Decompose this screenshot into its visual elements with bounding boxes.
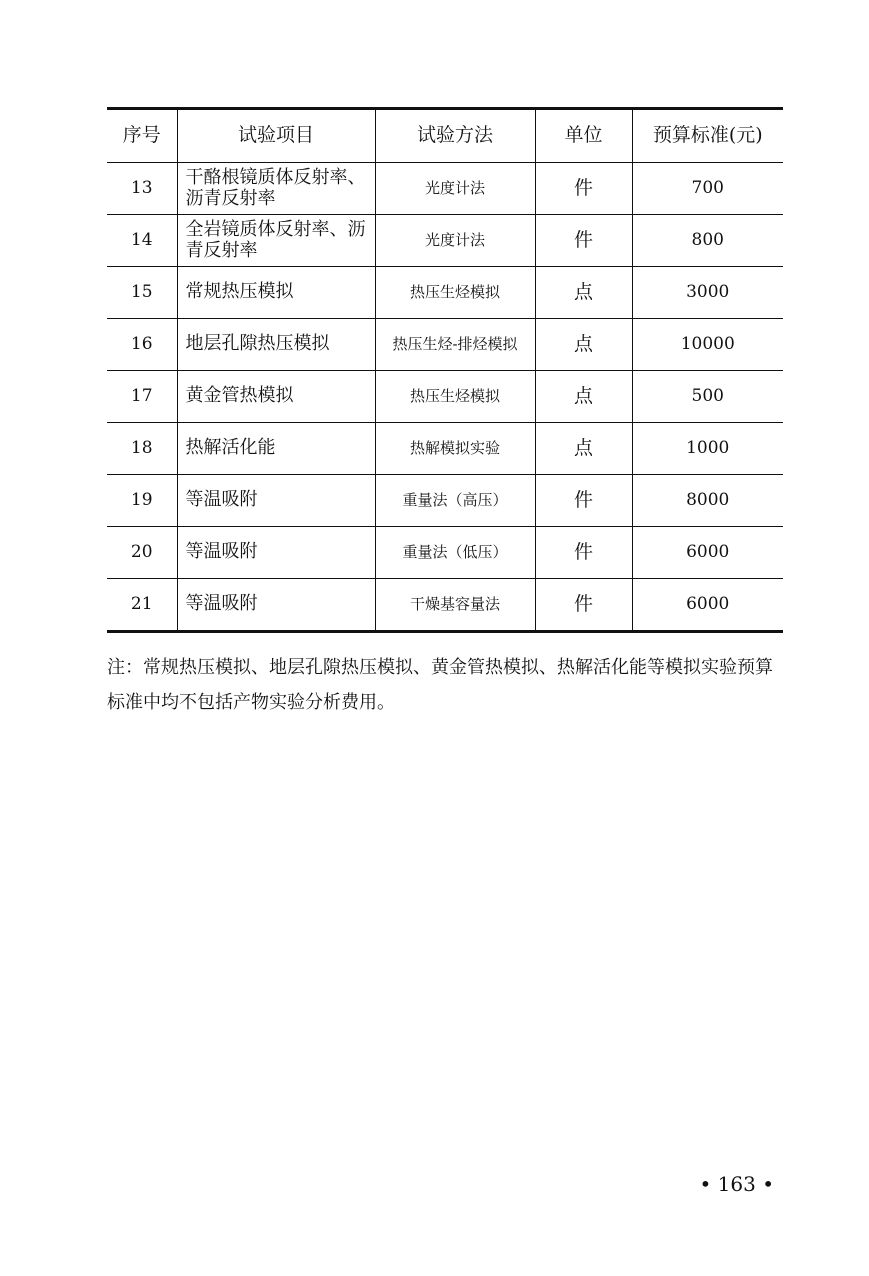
cell-serial-number: 13 [107, 163, 177, 215]
cell-unit: 件 [535, 475, 632, 527]
header-budget-standard: 预算标准(元) [632, 109, 783, 163]
cell-test-item: 全岩镜质体反射率、沥青反射率 [177, 215, 375, 267]
cell-budget: 1000 [632, 423, 783, 475]
cell-test-item: 等温吸附 [177, 527, 375, 579]
cell-test-method: 光度计法 [375, 215, 535, 267]
cell-budget: 8000 [632, 475, 783, 527]
cell-test-item: 干酪根镜质体反射率、沥青反射率 [177, 163, 375, 215]
cell-serial-number: 14 [107, 215, 177, 267]
header-serial-number: 序号 [107, 109, 177, 163]
cell-test-method: 热压生烃-排烃模拟 [375, 319, 535, 371]
cell-test-item: 黄金管热模拟 [177, 371, 375, 423]
cell-test-item: 地层孔隙热压模拟 [177, 319, 375, 371]
cell-test-method: 重量法（低压） [375, 527, 535, 579]
cell-serial-number: 18 [107, 423, 177, 475]
table-row [107, 319, 783, 371]
table-row [107, 527, 783, 579]
cell-budget: 800 [632, 215, 783, 267]
table-row [107, 423, 783, 475]
table-footnote: 注：常规热压模拟、地层孔隙热压模拟、黄金管热模拟、热解活化能等模拟实验预算标准中均不包括产物实验分析费用。 [107, 657, 773, 713]
header-unit: 单位 [535, 109, 632, 163]
cell-unit: 点 [535, 319, 632, 371]
cell-budget: 500 [632, 371, 783, 423]
header-test-method: 试验方法 [375, 109, 535, 163]
cell-test-method: 光度计法 [375, 163, 535, 215]
table-row [107, 163, 783, 215]
cell-serial-number: 21 [107, 579, 177, 632]
cell-budget: 6000 [632, 579, 783, 632]
cell-test-item: 常规热压模拟 [177, 267, 375, 319]
cell-budget: 6000 [632, 527, 783, 579]
cell-test-item: 热解活化能 [177, 423, 375, 475]
table-row [107, 371, 783, 423]
budget-table [107, 107, 783, 633]
cell-test-method: 重量法（高压） [375, 475, 535, 527]
cell-serial-number: 16 [107, 319, 177, 371]
cell-test-method: 热压生烃模拟 [375, 267, 535, 319]
cell-unit: 件 [535, 215, 632, 267]
table-row [107, 475, 783, 527]
cell-test-item: 等温吸附 [177, 475, 375, 527]
cell-budget: 3000 [632, 267, 783, 319]
cell-budget: 700 [632, 163, 783, 215]
header-test-item: 试验项目 [177, 109, 375, 163]
cell-serial-number: 19 [107, 475, 177, 527]
cell-test-item: 等温吸附 [177, 579, 375, 632]
table-row [107, 215, 783, 267]
table-row [107, 267, 783, 319]
cell-test-method: 热解模拟实验 [375, 423, 535, 475]
page-number: • 163 • [699, 1172, 774, 1196]
table-header-row [107, 109, 783, 163]
table-row [107, 579, 783, 632]
cell-serial-number: 15 [107, 267, 177, 319]
cell-unit: 点 [535, 423, 632, 475]
cell-serial-number: 20 [107, 527, 177, 579]
cell-unit: 件 [535, 527, 632, 579]
cell-unit: 点 [535, 267, 632, 319]
cell-test-method: 热压生烃模拟 [375, 371, 535, 423]
cell-unit: 件 [535, 579, 632, 632]
cell-unit: 件 [535, 163, 632, 215]
cell-unit: 点 [535, 371, 632, 423]
cell-serial-number: 17 [107, 371, 177, 423]
cell-test-method: 干燥基容量法 [375, 579, 535, 632]
cell-budget: 10000 [632, 319, 783, 371]
